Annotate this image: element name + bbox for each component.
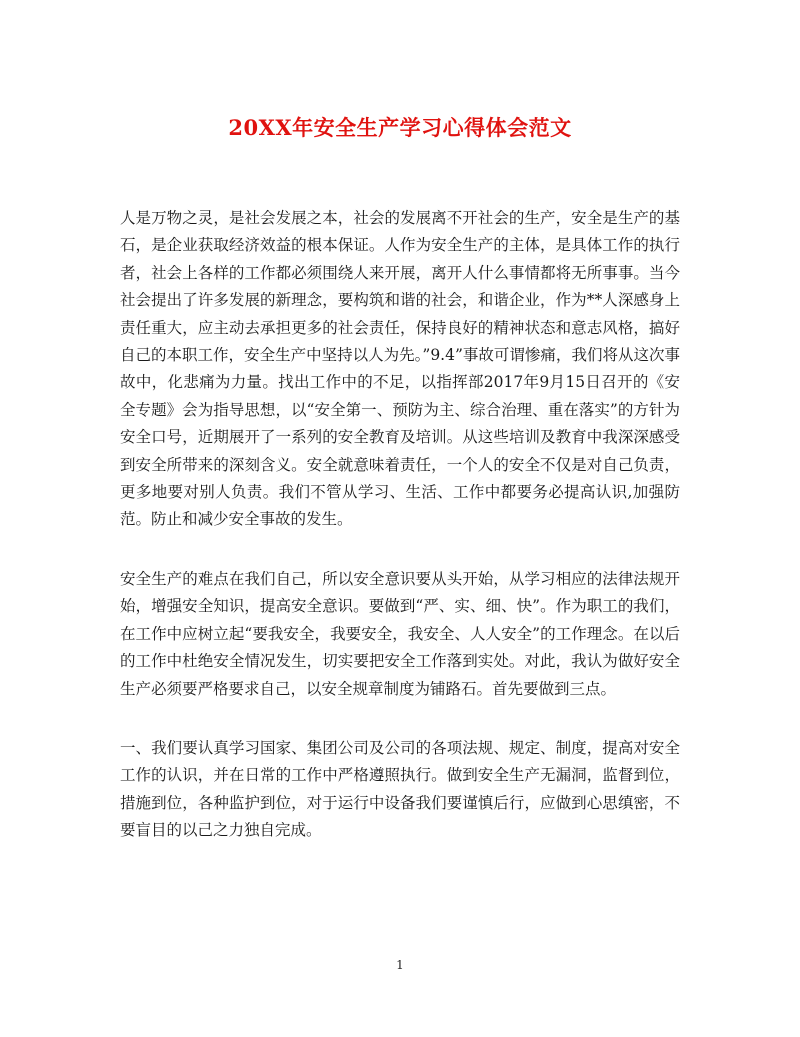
document-body <box>120 205 680 877</box>
paragraph-3: 一、我们要认真学习国家、集团公司及公司的各项法规、规定、制度，提高对安全工作的认识，并在日常的工作中严格遵照执行。做到安全生产无漏洞，监督到位，措施到位，各种监护到位，对于运行中设备我们要谨慎后行，应做到心思缜密，不要盲目的以己之力独自完成。 <box>120 738 680 840</box>
paragraph-2: 安全生产的难点在我们自己，所以安全意识要从头开始，从学习相应的法律法规开始，增强安全知识，提高安全意识。要做到“严、实、细、快”。作为职工的我们，在工作中应树立起“要我安全，我要安全，我安全、人人安全”的工作理念。在以后的工作中杜绝安全情况发生，切实要把安全工作落到实处。对此，我认为做好安全生产必须要严格要求自己，以安全规章制度为铺路石。首先要做到三点。 <box>120 569 680 698</box>
paragraph-1: 人是万物之灵，是社会发展之本，社会的发展离不开社会的生产，安全是生产的基石，是企业获取经济效益的根本保证。人作为安全生产的主体，是具体工作的执行者，社会上各样的工作都必须围绕人来开展，离开人什么事情都将无所事事。当今社会提出了许多发展的新理念，要构筑和谐的社会，和谐企业，作为**人深感身上责任重大，应主动去承担更多的社会责任，保持良好的精神状态和意志风格，搞好自己的本职工作，安全生产中坚持以人为先。”9.4”事故可谓惨痛，我们将从这次事故中，化悲痛为力量。找出工作中的不足，以指挥部2017年9月15日召开的《安全专题》会为指导思想，以“安全第一、预防为主、综合治理、重在落实”的方针为安全口号，近期展开了一系列的安全教育及培训。从这些培训及教育中我深深感受到安全所带来的深刻含义。安全就意味着责任，一个人的安全不仅是对自己负责，更多地要对别人负责。我们不管从学习、生活、工作中都要务必提高认识,加强防范。防止和减少安全事故的发生。 <box>120 209 680 529</box>
document-title: 20XX年安全生产学习心得体会范文 <box>228 115 572 140</box>
page-number: 1 <box>396 958 404 972</box>
